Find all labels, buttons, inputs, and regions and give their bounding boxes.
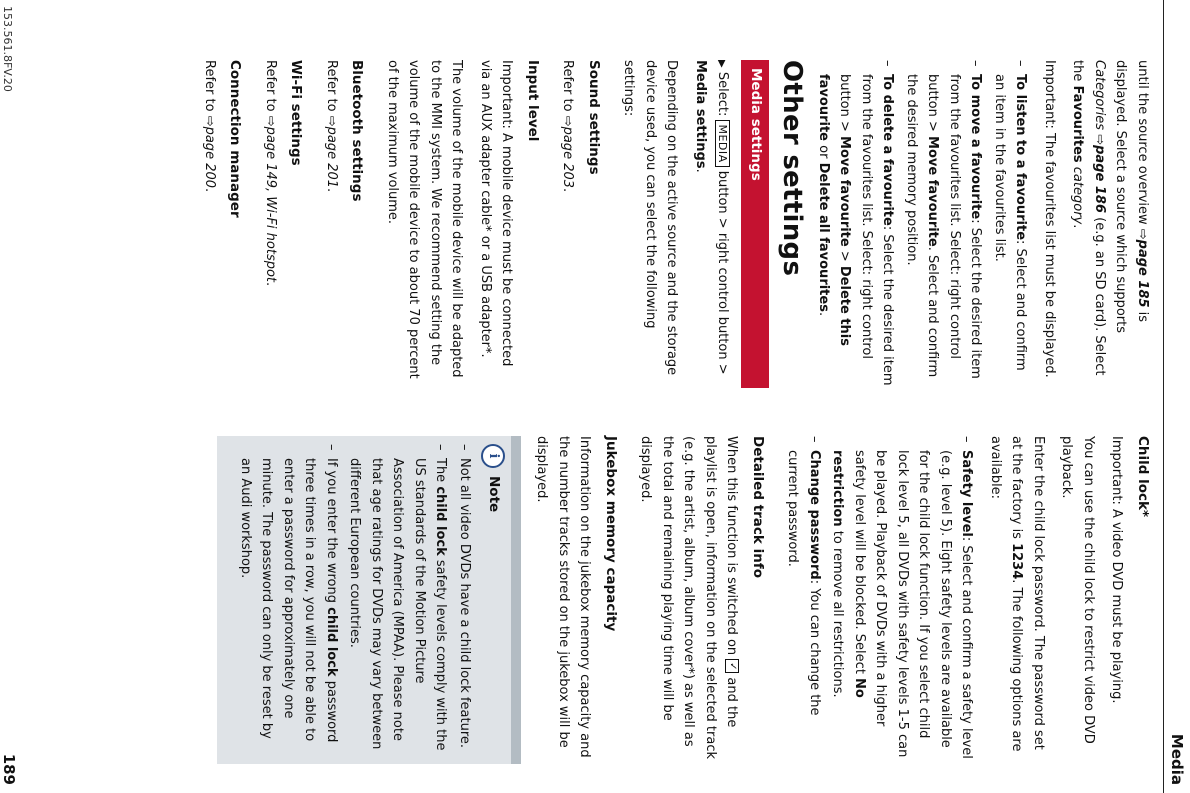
chapter-title: Media xyxy=(1168,733,1186,785)
term: To delete a favourite xyxy=(880,74,896,226)
list-item xyxy=(901,60,987,388)
term: No restriction xyxy=(830,450,867,698)
note-box xyxy=(218,436,522,764)
text: to remove all restrictions. xyxy=(830,526,846,698)
select-instruction xyxy=(690,60,734,388)
note-list xyxy=(235,444,476,752)
term: To move a favourite xyxy=(968,74,984,220)
text: Refer to xyxy=(324,60,339,116)
password-value: 1234 xyxy=(1009,543,1025,580)
text: password three times in a row, you will not be able to enter a password for approximately one minute. The password can only be reset by an Audi workshop. xyxy=(238,458,339,743)
text: : Select and confirm an item in the favourites list. xyxy=(992,74,1029,371)
arrow-icon: ⇨ xyxy=(560,115,576,127)
term: To listen to a favourite xyxy=(1013,74,1029,241)
term: child lock xyxy=(324,607,339,677)
text: safety levels comply with the US standards of the Motion Picture Association of America (MPAA). Please note that age ratings for DVDs may vary between different European countries. xyxy=(347,458,449,751)
note-title: Note xyxy=(485,476,502,513)
text: . xyxy=(560,188,576,193)
input-p2: The volume of the mobile device will be adapted to the MMI system. We recommend setting the volume of the mobile device to about 70 percent of the maximum volume. xyxy=(385,60,465,379)
favourites-list xyxy=(813,60,1032,388)
child-lock-p1: Important: A video DVD must be playing. xyxy=(1109,436,1125,704)
text: : Select and confirm a safety level (e.g. level 5). Eight safety levels are available for the child lock function. If you select child lock level 5, all DVDs with safety levels 1-5 can be played. Playback of DVDs with a higher safety level will be blocked. Select xyxy=(852,450,975,759)
connection-ref xyxy=(199,60,221,388)
checkbox-checked-icon: ✓ xyxy=(725,659,739,673)
text: is displayed. Select a source which supports xyxy=(1113,60,1150,333)
child-lock-p2: You can use the child lock to restrict video DVD playback. xyxy=(1059,436,1096,744)
page-link[interactable]: page 186 xyxy=(1092,145,1107,213)
page-link[interactable]: page 185 xyxy=(1135,239,1150,308)
favourites-term: Favourites xyxy=(1070,85,1086,163)
page-link[interactable]: page 149, Wi-Fi hotspot xyxy=(263,126,278,283)
text: . xyxy=(816,311,831,317)
page-link[interactable]: page 200 xyxy=(202,126,217,189)
term: child lock xyxy=(433,486,449,556)
track-info-heading: Detailed track info xyxy=(750,436,766,578)
arrow-icon: ⇨ xyxy=(1092,134,1107,146)
section-title: Other settings xyxy=(777,60,808,277)
media-settings-bar: Media settings xyxy=(742,60,770,388)
depending-text: Depending on the active source and the storage device used, you can select the following settings: xyxy=(621,60,680,376)
connection-heading: Connection manager xyxy=(227,60,244,218)
text: (e.g. an SD card). Select the xyxy=(1070,60,1107,376)
text: or xyxy=(816,141,831,163)
text: > xyxy=(837,246,853,266)
left-column xyxy=(192,60,1154,388)
term: Move favourite xyxy=(837,136,853,247)
text: If you enter the wrong xyxy=(324,458,339,608)
term: Delete all favourites xyxy=(816,162,831,312)
page-link[interactable]: page 201 xyxy=(324,126,339,189)
bullet-triangle-icon: ▶ xyxy=(716,60,728,68)
sound-ref xyxy=(557,60,579,388)
term: Delete this favourite xyxy=(816,74,853,346)
categories-term: Categories xyxy=(1092,60,1107,131)
page-link[interactable]: page 203 xyxy=(560,126,576,189)
arrow-icon: ⇨ xyxy=(324,115,339,127)
document-code: 153.561.8FV.20 xyxy=(1,6,14,92)
input-heading: Input level xyxy=(525,60,541,142)
list-item: – Not all video DVDs have a child lock feature. xyxy=(454,444,476,752)
text: . xyxy=(1070,224,1086,229)
text: The xyxy=(433,458,449,487)
info-icon: i xyxy=(481,444,505,468)
term: Move favourite xyxy=(925,136,941,247)
text: . xyxy=(263,282,278,287)
text: and the playlist is open, information on the selected track (e.g. the artist, album, album cover*) as well as the total and remaining playing time will be displayed. xyxy=(638,436,740,760)
arrow-icon: ⇨ xyxy=(202,115,217,127)
term: Change password xyxy=(807,450,822,580)
jukebox-text: Information on the jukebox memory capacity and the number tracks stored on the jukebox will be displayed. xyxy=(534,436,593,758)
wifi-ref xyxy=(260,60,282,388)
list-item xyxy=(827,436,978,764)
text: button > right control button > xyxy=(715,166,731,375)
arrow-icon: ⇨ xyxy=(1135,228,1150,240)
text: : You can change the current password. xyxy=(785,450,822,716)
header-rule xyxy=(1163,0,1164,793)
text: When this function is switched on xyxy=(724,436,740,660)
right-column xyxy=(218,436,1154,764)
text: . Select and confirm the desired memory position. xyxy=(904,74,941,378)
media-key: MEDIA xyxy=(716,120,731,166)
jukebox-heading: Jukebox memory capacity xyxy=(603,436,619,632)
text: : Select the desired item from the favourites list. Select: right control button > xyxy=(837,74,896,386)
term: Safety level xyxy=(959,450,975,537)
text: Enter the child lock password. The password set at the factory is xyxy=(1009,436,1046,750)
page-header xyxy=(1150,0,1190,793)
list-item xyxy=(344,444,452,752)
text: . xyxy=(202,188,217,193)
child-lock-p3 xyxy=(985,436,1050,764)
sound-heading: Sound settings xyxy=(586,60,602,175)
page-number: 189 xyxy=(0,753,18,785)
text: Refer to xyxy=(202,60,217,116)
source-overview-text xyxy=(1067,60,1153,388)
list-item xyxy=(813,60,899,388)
text: . xyxy=(693,168,708,173)
category-term: category xyxy=(1070,162,1086,225)
note-header xyxy=(481,444,505,752)
list-item xyxy=(235,444,343,752)
text: Refer to xyxy=(560,60,576,116)
list-item xyxy=(989,60,1032,388)
list-item xyxy=(782,436,825,764)
bluetooth-ref xyxy=(321,60,343,388)
input-p1: Important: A mobile device must be connected via an AUX adapter cable* or a USB adapter*. xyxy=(478,60,515,367)
term: Media settings xyxy=(693,60,708,169)
wifi-heading: Wi-Fi settings xyxy=(288,60,305,166)
text: . The following options are available: xyxy=(988,436,1025,752)
text: : Select the desired item from the favourites list. Select: right control button > xyxy=(925,74,984,379)
text: . xyxy=(324,188,339,193)
text: until the source overview xyxy=(1135,60,1150,229)
track-info-text xyxy=(635,436,743,764)
important-note: Important: The favourites list must be displayed. xyxy=(1042,60,1057,378)
child-lock-heading: Child lock* xyxy=(1135,436,1151,518)
bluetooth-heading: Bluetooth settings xyxy=(349,60,366,202)
text: Refer to xyxy=(263,60,278,116)
arrow-icon: ⇨ xyxy=(263,115,278,127)
child-lock-options xyxy=(782,436,978,764)
text: Select: xyxy=(715,71,731,121)
